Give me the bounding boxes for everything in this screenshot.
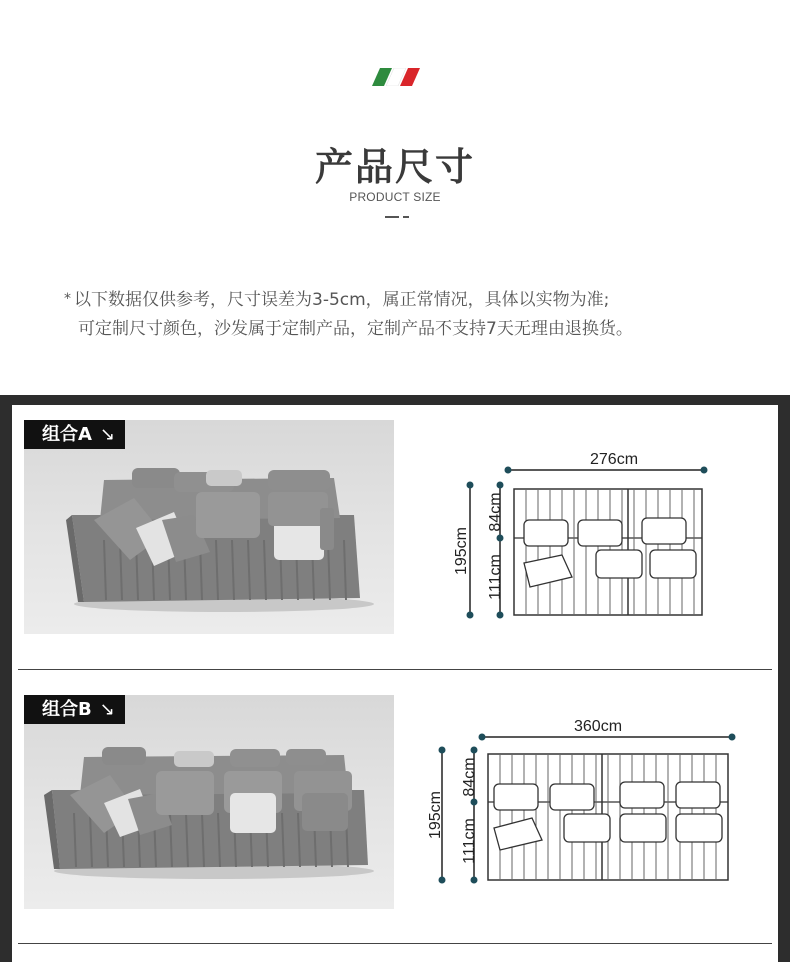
disclaimer-line-2: 可定制尺寸颜色，沙发属于定制产品，定制产品不支持7天无理由退换货。 <box>78 319 633 339</box>
floor-plan-a <box>432 405 772 680</box>
combo-b-label: 组合B <box>42 699 92 720</box>
section-divider <box>18 669 772 670</box>
combo-b-badge <box>24 695 125 724</box>
sofa-illustration-a <box>24 420 394 634</box>
seat-depth-label-b: 111cm <box>461 818 478 864</box>
dimension-plan-a <box>432 405 772 680</box>
disclaimer-line-1 <box>64 285 609 310</box>
italy-flag-icon <box>372 68 422 86</box>
seat-depth-label-a: 111cm <box>487 554 504 600</box>
asterisk-mark: * <box>64 291 71 307</box>
section-divider-bottom <box>18 943 772 944</box>
width-label-b: 360cm <box>574 718 623 735</box>
sofa-photo-b <box>24 695 394 909</box>
total-depth-label-a: 195cm <box>453 526 470 576</box>
title-dash-divider <box>385 216 409 218</box>
page-title: 产品尺寸 <box>314 145 475 189</box>
dimension-plan-b <box>427 680 772 955</box>
combo-b-section <box>12 680 778 955</box>
total-depth-label-b: 195cm <box>427 790 444 840</box>
arrow-down-right-icon: ↘ <box>99 424 116 445</box>
back-depth-label-b: 84cm <box>461 757 478 797</box>
dimensions-frame <box>0 395 790 962</box>
combo-a-badge <box>24 420 125 449</box>
disclaimer-text-1: 以下数据仅供参考，尺寸误差为3-5cm，属正常情况，具体以实物为准; <box>74 290 610 310</box>
arrow-down-right-icon: ↘ <box>99 699 115 720</box>
dimensions-panel <box>12 405 778 962</box>
header-section <box>0 0 790 395</box>
page-subtitle: PRODUCT SIZE <box>349 190 441 204</box>
back-depth-label-a: 84cm <box>487 492 504 532</box>
sofa-photo-a <box>24 420 394 634</box>
combo-a-section <box>12 405 778 680</box>
sofa-illustration-b <box>24 695 394 909</box>
width-label-a: 276cm <box>590 451 639 468</box>
combo-a-label: 组合A <box>42 424 92 445</box>
